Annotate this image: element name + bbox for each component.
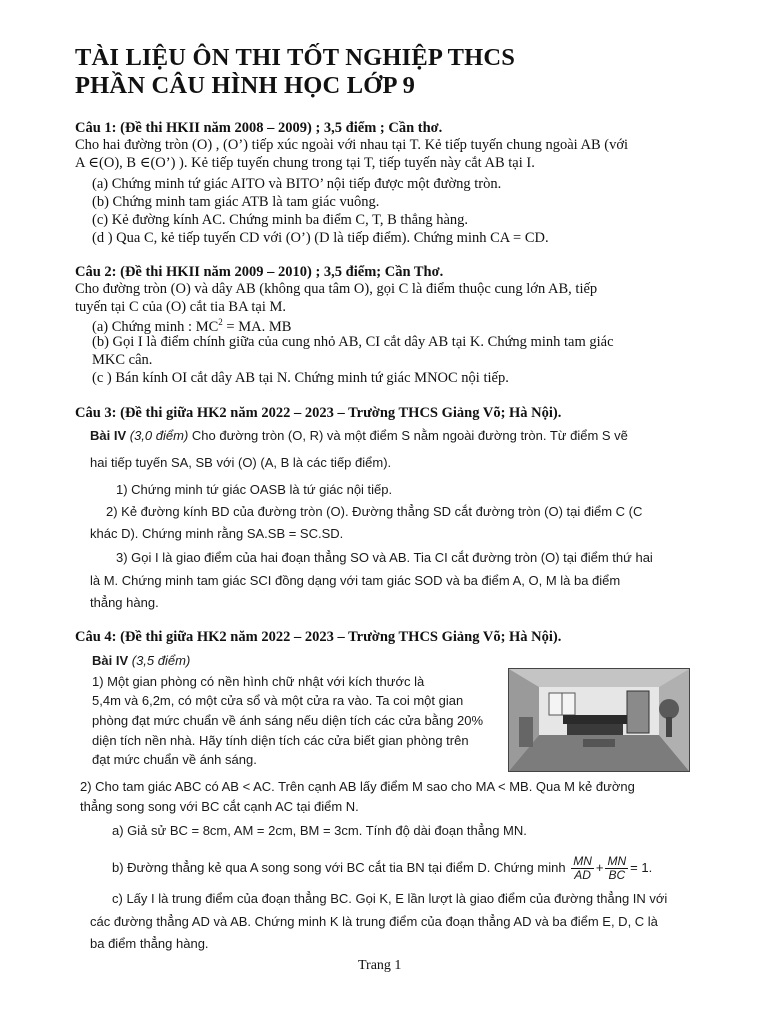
question-1-part-c: (c) Kẻ đường kính AC. Chứng minh ba điểm C, T, B thẳng hàng. <box>92 212 469 228</box>
question-4-part-2-line-1: 2) Cho tam giác ABC có AB < AC. Trên cạnh AB lấy điểm M sao cho MA < MB. Qua M kẻ đường <box>80 779 635 794</box>
question-3-part-2-line-2: khác D). Chứng minh rằng SA.SB = SC.SD. <box>90 526 344 541</box>
plus-sign: + <box>595 859 604 875</box>
fraction-2-numerator: MN <box>607 854 627 868</box>
living-room-image <box>509 669 689 771</box>
document-title-line-2: PHẦN CÂU HÌNH HỌC LỚP 9 <box>75 72 416 99</box>
fraction-1-denominator: AD <box>574 868 591 882</box>
question-1-part-b: (b) Chứng minh tam giác ATB là tam giác vuông. <box>92 194 380 210</box>
question-4-heading: Câu 4: (Đề thi giữa HK2 năm 2022 – 2023 – Trường THCS Giảng Võ; Hà Nội). <box>75 629 562 645</box>
question-1-heading: Câu 1: (Đề thi HKII năm 2008 – 2009) ; 3,5 điểm ; Cần thơ. <box>75 120 443 136</box>
question-4-part-1-line-3: phòng đạt mức chuẩn về ánh sáng nếu diện tích các cửa bằng 20% <box>92 713 484 728</box>
equals-one: = 1. <box>630 859 653 875</box>
question-3-part-3-line-3: thẳng hàng. <box>90 595 159 610</box>
question-3-heading: Câu 3: (Đề thi giữa HK2 năm 2022 – 2023 – Trường THCS Giảng Võ; Hà Nội). <box>75 405 562 421</box>
question-3-part-3-line-1: 3) Gọi I là giao điểm của hai đoạn thẳng SO và AB. Tia CI cắt đường tròn (O) tại điểm thứ hai <box>116 550 653 565</box>
question-2-intro-line-1: Cho đường tròn (O) và dây AB (không qua tâm O), gọi C là điểm thuộc cung lớn AB, tiếp <box>75 281 598 297</box>
question-3-part-2-line-1: 2) Kẻ đường kính BD của đường tròn (O). Đường thẳng SD cắt đường tròn (O) tại điểm C (C <box>106 504 643 519</box>
question-3-intro-line-2: hai tiếp tuyến SA, SB với (O) (A, B là các tiếp điểm). <box>90 455 392 470</box>
question-4-bai-label: Bài IV <box>92 653 129 668</box>
fraction-mn-over-bc <box>605 855 628 882</box>
question-2-heading: Câu 2: (Đề thi HKII năm 2009 – 2010) ; 3,5 điểm; Cần Thơ. <box>75 264 444 280</box>
document-title-line-1: TÀI LIỆU ÔN THI TỐT NGHIỆP THCS <box>75 44 516 71</box>
question-2-part-a-prefix: (a) Chứng minh : MC <box>92 318 219 335</box>
fraction-2-denominator: BC <box>608 868 626 882</box>
question-3-part-3-line-2: là M. Chứng minh tam giác SCI đồng dạng với tam giác SOD và ba điểm A, O, M là ba điểm <box>90 573 621 588</box>
question-3-bai-line-1 <box>90 428 628 443</box>
question-4-part-1-line-5: đạt mức chuẩn về ánh sáng. <box>92 752 257 767</box>
superscript-2: 2 <box>218 317 223 327</box>
question-4-part-1-line-1: 1) Một gian phòng có nền hình chữ nhật với kích thước là <box>92 674 425 689</box>
question-3-intro-line-1: Cho đường tròn (O, R) và một điểm S nằm ngoài đường tròn. Từ điểm S vẽ <box>191 428 628 443</box>
question-4-part-2b-text: b) Đường thẳng kẻ qua A song song với BC cắt tia BN tại điểm D. Chứng minh <box>112 859 566 875</box>
question-2-part-a <box>92 317 291 336</box>
question-4-bai-line <box>92 653 190 668</box>
question-4-points: (3,5 điểm) <box>131 653 191 668</box>
question-3-bai-label: Bài IV <box>90 428 127 443</box>
question-4-part-2b <box>112 855 652 882</box>
question-1-intro-line-2: A ∈(O), B ∈(O’) ). Kẻ tiếp tuyến chung trong tại T, tiếp tuyến này cắt AB tại I. <box>75 155 535 171</box>
question-2-part-c: (c ) Bán kính OI cắt dây AB tại N. Chứng minh tứ giác MNOC nội tiếp. <box>92 370 509 386</box>
question-2-intro-line-2: tuyến tại C của (O) cắt tia BA tại M. <box>75 299 287 315</box>
question-4-part-2c-line-3: ba điểm thẳng hàng. <box>90 936 209 951</box>
question-4-part-1-line-4: diện tích nền nhà. Hãy tính diện tích các cửa biết gian phòng trên <box>92 733 469 748</box>
question-1-intro-line-1: Cho hai đường tròn (O) , (O’) tiếp xúc ngoài với nhau tại T. Kẻ tiếp tuyến chung ngoài AB (với <box>75 137 629 153</box>
question-3-part-1: 1) Chứng minh tứ giác OASB là tứ giác nội tiếp. <box>116 482 393 497</box>
question-3-points: (3,0 điểm) <box>129 428 189 443</box>
question-4-part-1-line-2: 5,4m và 6,2m, có một cửa sổ và một cửa ra vào. Ta coi một gian <box>92 693 464 708</box>
question-4-part-2c-line-1: c) Lấy I là trung điểm của đoạn thẳng BC. Gọi K, E lần lượt là giao điểm của đường thẳng IN với <box>112 891 668 906</box>
page-number: Trang 1 <box>358 958 402 973</box>
question-2-part-b-line-1: (b) Gọi I là điểm chính giữa của cung nhỏ AB, CI cắt dây AB tại K. Chứng minh tam giác <box>92 334 614 350</box>
fraction-mn-over-ad <box>571 855 594 882</box>
question-4-part-2-line-2: thẳng song song với BC cắt cạnh AC tại điểm N. <box>80 799 359 814</box>
question-2-part-a-suffix: = MA. MB <box>222 318 292 335</box>
living-room-photo <box>508 668 690 772</box>
question-1-part-a: (a) Chứng minh tứ giác AITO và BITO’ nội tiếp được một đường tròn. <box>92 176 502 192</box>
question-1-part-d: (d ) Qua C, kẻ tiếp tuyến CD với (O’) (D là tiếp điểm). Chứng minh CA = CD. <box>92 230 549 246</box>
question-4-part-2c-line-2: các đường thẳng AD và AB. Chứng minh K là trung điểm của đoạn thẳng AD và ba điểm E, D, C là <box>90 914 658 929</box>
fraction-1-numerator: MN <box>573 854 592 868</box>
question-4-part-2a: a) Giả sử BC = 8cm, AM = 2cm, BM = 3cm. Tính độ dài đoạn thẳng MN. <box>112 823 527 838</box>
question-2-part-b-line-2: MKC cân. <box>92 352 153 368</box>
